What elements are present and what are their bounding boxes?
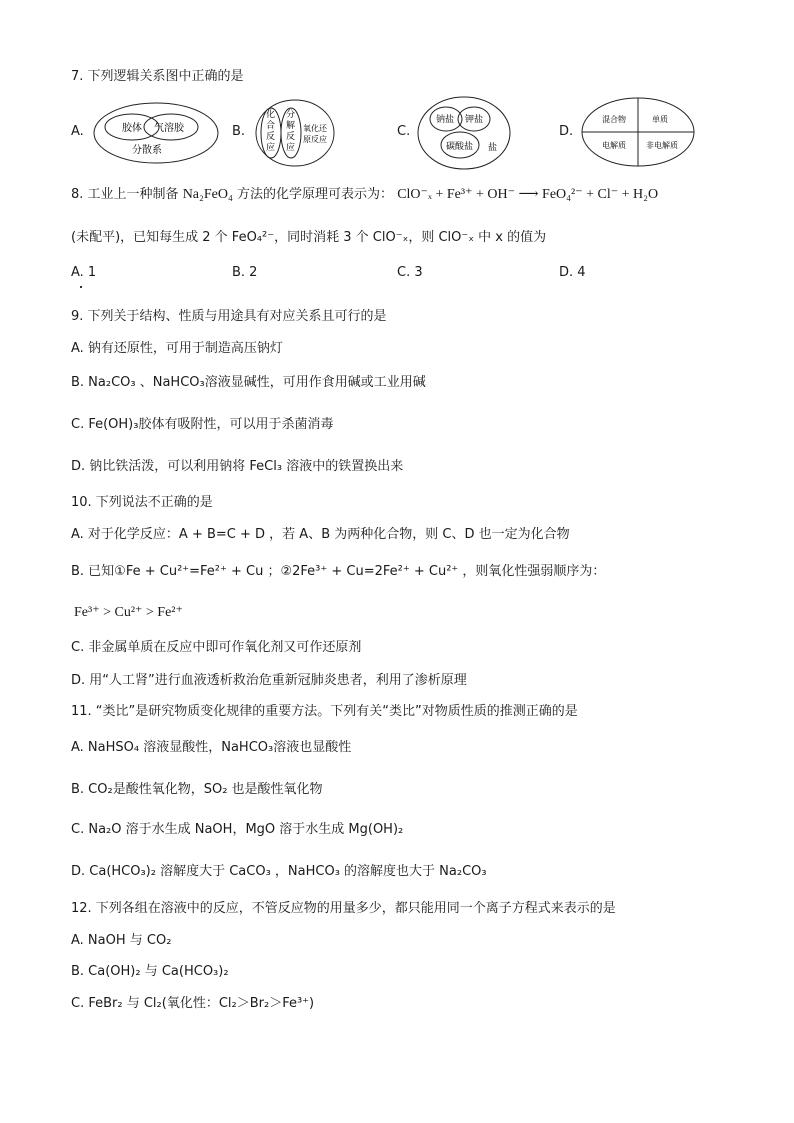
q10-option-c: C. 非金属单质在反应中即可作氧化剂又可作还原剂 <box>71 640 362 655</box>
q11-option-d: D. Ca(HCO₃)₂ 溶解度大于 CaCO₃ ，NaHCO₃ 的溶解度也大于 Na₂CO₃ <box>71 864 487 879</box>
diagram-d-nonelectrolyte: 非电解质 <box>646 141 678 150</box>
q8-option-d: D. 4 <box>559 265 586 280</box>
diagram-c-carbonate: 碳酸盐 <box>446 142 474 152</box>
q8-option-c: C. 3 <box>397 265 423 280</box>
q10-option-b: B. 已知①Fe + Cu²⁺=Fe²⁺ + Cu ；②2Fe³⁺ + Cu=2Fe²⁺ + Cu²⁺ ，则氧化性强弱顺序为： <box>71 564 606 579</box>
q9-option-b: B. Na₂CO₃ 、NaHCO₃溶液显碱性，可用作食用碱或工业用碱 <box>71 375 426 390</box>
diagram-b-combination-3: 反 <box>266 132 276 142</box>
diagram-b-decomposition-3: 反 <box>286 132 296 142</box>
q8-option-a: A. 1 <box>71 265 97 280</box>
q8-option-b: B. 2 <box>232 265 258 280</box>
q12-option-a: A. NaOH 与 CO₂ <box>71 933 172 948</box>
q7-stem: 7. 下列逻辑关系图中正确的是 <box>71 69 244 84</box>
diagram-a-dispersion: 分散系 <box>132 145 162 156</box>
diagram-a-aerosol: 气溶胶 <box>154 123 184 134</box>
q9-option-d: D. 钠比铁活泼，可以利用钠将 FeCl₃ 溶液中的铁置换出来 <box>71 459 404 474</box>
diagram-a-colloid: 胶体 <box>122 123 142 134</box>
q7-diagram-a <box>92 101 220 165</box>
q8-stem <box>71 186 658 204</box>
diagram-c-salt: 盐 <box>488 143 498 153</box>
q7-option-c-label: C. <box>397 124 411 139</box>
diagram-b-decomposition-2: 解 <box>286 121 296 131</box>
diagram-b-combination-4: 应 <box>266 143 276 153</box>
q11-option-a: A. NaHSO₄ 溶液显酸性，NaHCO₃溶液也显酸性 <box>71 740 352 755</box>
diagram-b-combination-1: 化 <box>266 110 276 120</box>
q10-option-d: D. 用“人工肾”进行血液透析救治危重新冠肺炎患者，利用了渗析原理 <box>71 673 467 688</box>
q9-option-c: C. Fe(OH)₃胶体有吸附性，可以用于杀菌消毒 <box>71 417 334 432</box>
q10-stem: 10. 下列说法不正确的是 <box>71 495 213 510</box>
q8-equation: ClO⁻ₓ + Fe³⁺ + OH⁻ ⟶ FeO₄²⁻ + Cl⁻ + H₂O <box>397 187 659 202</box>
q7-diagram-c <box>416 95 512 171</box>
diagram-b-redox-2: 原反应 <box>303 135 327 144</box>
q7-diagram-d <box>580 96 696 168</box>
diagram-d-electrolyte: 电解质 <box>602 141 626 150</box>
q10-option-a: A. 对于化学反应：A + B=C + D ，若 A、B 为两种化合物，则 C、D 也一定为化合物 <box>71 527 570 542</box>
diagram-b-redox-1: 氧化还 <box>303 124 327 133</box>
q12-stem: 12. 下列各组在溶液中的反应，不管反应物的用量多少，都只能用同一个离子方程式来表示的是 <box>71 901 616 916</box>
diagram-b-decomposition-4: 应 <box>286 143 296 153</box>
q7-option-d-label: D. <box>559 124 574 139</box>
q9-option-a: A. 钠有还原性，可用于制造高压钠灯 <box>71 341 283 356</box>
q9-stem: 9. 下列关于结构、性质与用途具有对应关系且可行的是 <box>71 309 387 324</box>
q8-prefix: 8. 工业上一种制备 <box>71 187 179 202</box>
q12-option-c: C. FeBr₂ 与 Cl₂(氧化性：Cl₂＞Br₂＞Fe³⁺) <box>71 996 315 1011</box>
q8-suffix: 方法的化学原理可表示为： <box>237 187 394 202</box>
diagram-d-mixture: 混合物 <box>602 115 626 124</box>
q10-option-b-order: Fe³⁺ > Cu²⁺ > Fe²⁺ <box>74 605 183 620</box>
decorative-dot <box>80 286 82 288</box>
diagram-b-combination-2: 合 <box>266 121 276 131</box>
q8-compound: Na₂FeO₄ <box>182 187 233 202</box>
q7-option-a-label: A. <box>71 124 84 139</box>
q12-option-b: B. Ca(OH)₂ 与 Ca(HCO₃)₂ <box>71 964 229 979</box>
q11-option-b: B. CO₂是酸性氧化物，SO₂ 也是酸性氧化物 <box>71 782 323 797</box>
q7-diagram-b <box>254 98 336 168</box>
q11-option-c: C. Na₂O 溶于水生成 NaOH，MgO 溶于水生成 Mg(OH)₂ <box>71 822 404 837</box>
diagram-d-element: 单质 <box>652 115 668 124</box>
diagram-c-sodium-salt: 钠盐 <box>436 115 455 125</box>
diagram-b-decomposition-1: 分 <box>286 110 296 120</box>
diagram-c-potassium-salt: 钾盐 <box>465 115 484 125</box>
q7-option-b-label: B. <box>232 124 246 139</box>
q11-stem: 11. “类比”是研究物质变化规律的重要方法。下列有关“类比”对物质性质的推测正确的是 <box>71 704 578 719</box>
q8-line2: (未配平)，已知每生成 2 个 FeO₄²⁻，同时消耗 3 个 ClO⁻ₓ，则 ClO⁻ₓ 中 x 的值为 <box>71 230 547 245</box>
